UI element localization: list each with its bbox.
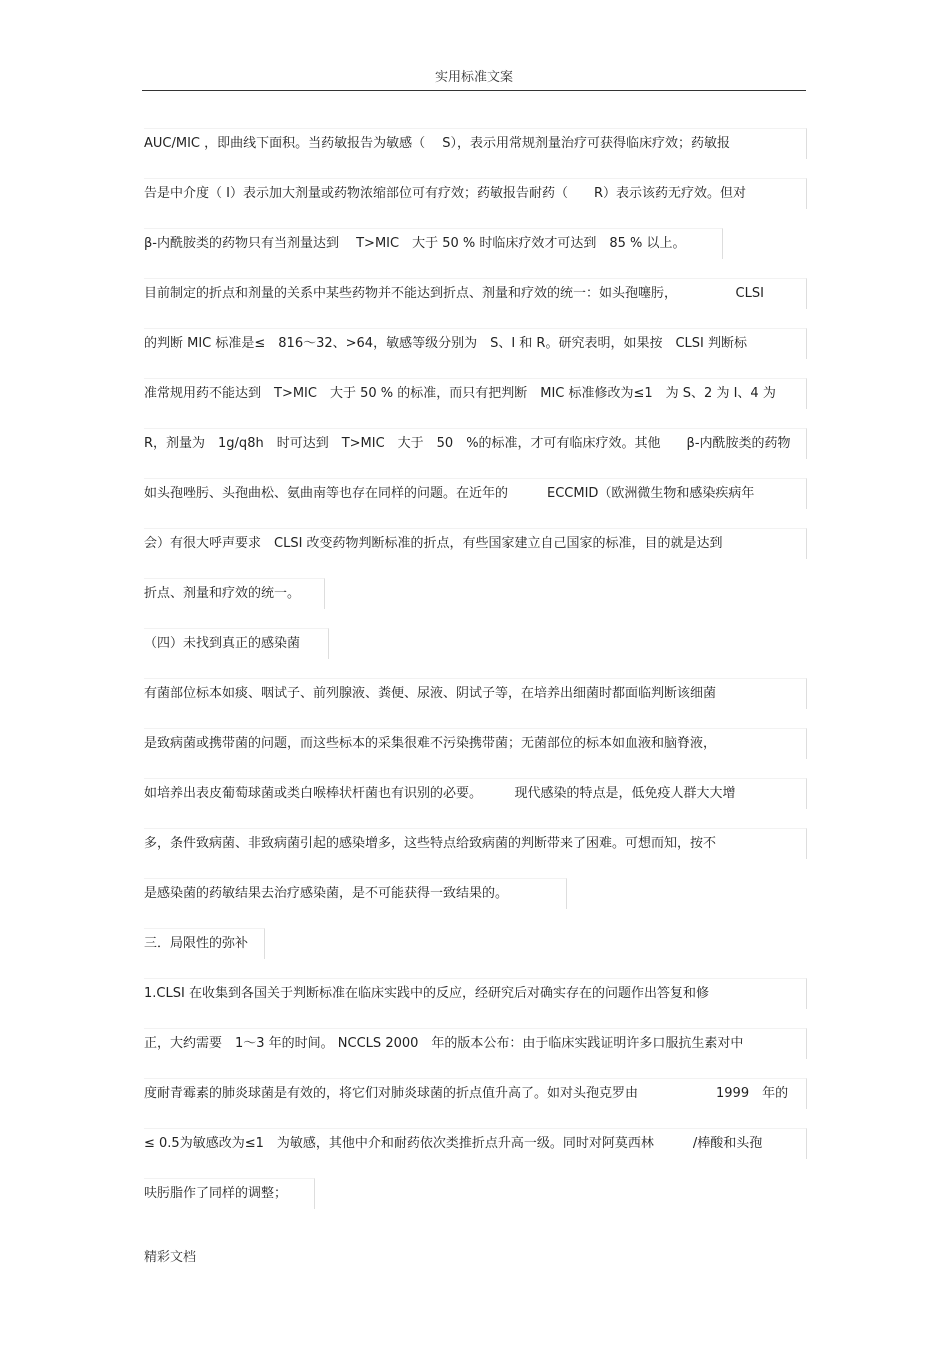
text-line: 是致病菌或携带菌的问题，而这些标本的采集很难不污染携带菌；无菌部位的标本如血液和脑脊液，	[144, 728, 807, 759]
text-line: ≤ 0.5为敏感改为≤1 为敏感，其他中介和耐药依次类推折点升高一级。同时对阿莫西林 /棒酸和头孢	[144, 1128, 807, 1159]
page-footer-text: 精彩文档	[144, 1250, 197, 1265]
text-line: 多，条件致病菌、非致病菌引起的感染增多，这些特点给致病菌的判断带来了困难。可想而知，按不	[144, 828, 807, 859]
text-line: R，剂量为 1g/q8h 时可达到 T>MIC 大于 50 %的标准，才可有临床疗效。其他 β-内酰胺类的药物	[144, 428, 807, 459]
text-line: 是感染菌的药敏结果去治疗感染菌，是不可能获得一致结果的。	[144, 878, 567, 909]
text-line: 如头孢唑肟、头孢曲松、氨曲南等也存在同样的问题。在近年的 ECCMID（欧洲微生物和感染疾病年	[144, 478, 807, 509]
text-line: 1.CLSI 在收集到各国关于判断标准在临床实践中的反应，经研究后对确实存在的问题作出答复和修	[144, 978, 807, 1009]
text-line: β-内酰胺类的药物只有当剂量达到 T>MIC 大于 50 % 时临床疗效才可达到 85 % 以上。	[144, 228, 723, 259]
section-heading: （四）未找到真正的感染菌	[144, 628, 329, 659]
text-line: 呋肟脂作了同样的调整；	[144, 1178, 315, 1209]
text-line: 折点、剂量和疗效的统一。	[144, 578, 325, 609]
text-line: 目前制定的折点和剂量的关系中某些药物并不能达到折点、剂量和疗效的统一：如头孢噻肟， CLSI	[144, 278, 807, 309]
text-line: 的判断 MIC 标准是≤ 816～32、>64，敏感等级分别为 S、I 和 R。研究表明，如果按 CLSI 判断标	[144, 328, 807, 359]
text-line: AUC/MIC ，即曲线下面积。当药敏报告为敏感（ S），表示用常规剂量治疗可获得临床疗效；药敏报	[144, 128, 807, 159]
text-line: 有菌部位标本如痰、咽试子、前列腺液、粪便、尿液、阴试子等，在培养出细菌时都面临判断该细菌	[144, 678, 807, 709]
text-line: 正，大约需要 1～3 年的时间。 NCCLS 2000 年的版本公布：由于临床实践证明许多口服抗生素对中	[144, 1028, 807, 1059]
text-line: 准常规用药不能达到 T>MIC 大于 50 % 的标准，而只有把判断 MIC 标准修改为≤1 为 S、2 为 I、4 为	[144, 378, 807, 409]
text-line: 会）有很大呼声要求 CLSI 改变药物判断标准的折点，有些国家建立自己国家的标准，目的就是达到	[144, 528, 807, 559]
section-heading: 三．局限性的弥补	[144, 928, 265, 959]
text-line: 如培养出表皮葡萄球菌或类白喉棒状杆菌也有识别的必要。 现代感染的特点是，低免疫人群大大增	[144, 778, 807, 809]
header-divider	[142, 90, 806, 91]
text-line: 告是中介度（ I）表示加大剂量或药物浓缩部位可有疗效；药敏报告耐药（ R）表示该药无疗效。但对	[144, 178, 807, 209]
page-header-title: 实用标准文案	[434, 70, 513, 85]
text-line: 度耐青霉素的肺炎球菌是有效的，将它们对肺炎球菌的折点值升高了。如对头孢克罗由 1999 年的	[144, 1078, 807, 1109]
